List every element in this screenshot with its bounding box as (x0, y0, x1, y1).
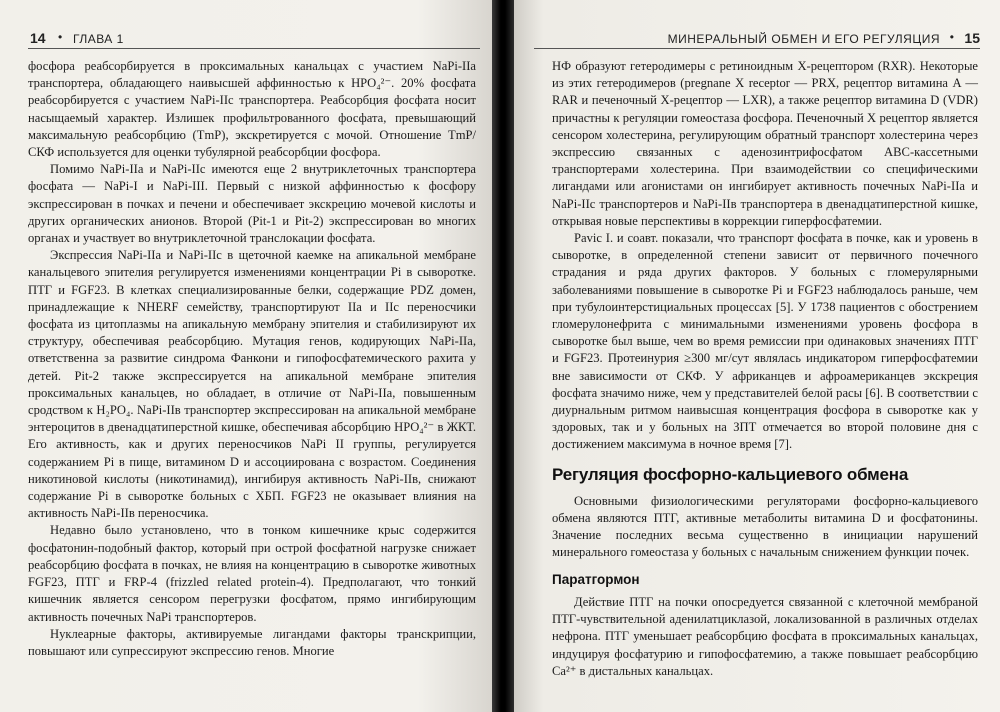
left-page-text (28, 58, 476, 660)
header-rule (534, 48, 980, 49)
paragraph: Недавно было установлено, что в тонком кишечнике крыс содержится фосфатонин-подобный фактор, который при острой фосфатной нагрузке снижает реабсорбцию фосфата в почках, не влияя на концентрацию в сыворотке животных FGF23, ПТГ и FRP-4 (frizzled related protein-4). Предполагают, что тонкий кишечник является сенсором перегрузки фосфатом, прямо ингибирующим активность почечных NaPi транспортеров. (28, 523, 476, 624)
running-head-bullet: • (58, 30, 63, 44)
paragraph: Нуклеарные факторы, активируемые лигандами факторы транскрипции, повышают или супрессируют экспрессию генов. Многие (28, 626, 476, 658)
right-running-head (514, 0, 1000, 48)
book-spine (492, 0, 514, 712)
section-heading: Регуляция фосфорно-кальциевого обмена (552, 464, 909, 484)
left-page (0, 0, 492, 712)
left-page-number: 14 (30, 30, 46, 46)
paragraph: Экспрессия NaPi-IIа и NaPi-IIс в щеточной каемке на апикальной мембране канальцевого эпителия регулируется изменениями концентрации Pi в сыворотке. ПТГ и FGF23. В клетках специализированные белки, содержащие PDZ домен, принадлежащие к NHERF семейству, транспортируют IIа и IIс переносчики фосфата из цитоплазмы на апикальную мембрану эпителия и стабилизируют их структуру, обеспечивая реабсорбцию. Мутация генов, кодирующих NaPi-IIа, ответственна за развитие синдрома Фанкони и гипофосфатемического рахита у детей. Pit-2 также экспрессируется на апикальной мембране эпителия проксимальных канальцев, но обладает, в отличие от NaPi-IIа, повышенным сродством к H₂PO₄. NaPi-IIв транспортер экспрессирован на апикальной мембране энтероцитов в двенадцатиперстной кишке, обеспечивая абсорбцию HPO₄²⁻ в ЖКТ. Его активность, как и других переносчиков NaPi II группы, регулируется содержанием Pi в пище, витамином D и ассоциирована с возрастом. Соединения никотиновой кислоты (никотинамид), ингибируя активность NaPi-IIв, снижают содержание Pi в сыворотке больных с ХБП. FGF23 не оказывает влияния на активность NaPi-IIв переносчика. (28, 248, 476, 521)
running-head-bullet: • (949, 30, 954, 44)
paragraph: Основными физиологическими регуляторами фосфорно-кальциевого обмена являются ПТГ, активные метаболиты витамина D и фосфатонины. Значение последних весьма существенно в инициации нарушений минерального гомеостаза у больных с начальным снижением функции почек. (552, 493, 978, 560)
header-rule (28, 48, 480, 49)
chapter-label: ГЛАВА 1 (73, 32, 124, 46)
left-running-head (0, 0, 492, 48)
subsection-heading: Паратгормон (552, 571, 640, 587)
paragraph: Помимо NaPi-IIа и NaPi-IIс имеются еще 2 внутриклеточных транспортера фосфата — NaPi-I и NaPi-III. Первый с низкой аффинностью к фосфору экспрессирован в почках и печени и обеспечивает экскрецию мочевой кислоты и других органических анионов. Второй (Pit-1 и Pit-2) экспрессирован во многих органах и участвует во внутриклеточной транслокации фосфата. (28, 162, 476, 246)
paragraph: Действие ПТГ на почки опосредуется связанной с клеточной мембраной ПТГ-чувствительной аденилатциклазой, локализованной в различных отделах нефрона. ПТГ уменьшает реабсорбцию фосфата в проксимальных канальцах, индуцируя фосфатурию и гипофосфатемию, а также повышает реабсорбцию Ca²⁺ в дистальных канальцах. (552, 594, 978, 678)
paragraph: фосфора реабсорбируется в проксимальных канальцах с участием NaPi-IIа транспортера, обладающего наивысшей аффинностью к HPO₄²⁻. 20% фосфата реабсорбируется с участием NaPi-IIс транспортера. Реабсорбция фосфата носит насыщаемый характер. Излишек профильтрованного фосфата, превышающий максимальную реабсорбцию (TmP), экскретируется с мочой. Отношение TmP/СКФ используется для оценки тубулярной реабсорбции фосфора. (28, 59, 476, 160)
paragraph: Pavic I. и соавт. показали, что транспорт фосфата в почке, как и уровень в сыворотке, в определенной степени зависит от первичного почечного страдания и ряда других факторов. У больных с гломерулярными заболеваниями повышение в сыворотке Pi и FGF23 наблюдалось раньше, чем при тубулоинтерстициальных процессах [5]. У 1738 пациентов с обострением гломерулонефрита с минимальными изменениями уровень фосфора в сыворотке был выше, чем во время ремиссии при одинаковых значениях ПТГ и FGF23. Протеинурия ≥300 мг/сут являлась индикатором гиперфосфатемии вне зависимости от СКФ. У африканцев и афроамериканцев экскреция фосфата значимо ниже, чем у представителей белой расы [6]. В соответствии с диурнальным ритмом наивысшая концентрация фосфора в сыворотке как у здоровых, так и у больных на ЗПТ отмечается во второй половине дня с достижением максимума в ночное время [7]. (552, 231, 978, 452)
right-page-number: 15 (964, 30, 980, 46)
right-page-text (552, 58, 978, 680)
right-page (514, 0, 1000, 712)
paragraph: НФ образуют гетеродимеры с ретиноидным X-рецептором (RXR). Некоторые из этих гетеродимеров (pregnane X receptor — PRX, рецептор витамина A — RAR и печеночный X-рецептор — LXR), а также рецептор витамина D (VDR) причастны к регуляции гомеостаза фосфора. Печеночный X рецептор является сенсором холестерина, регулирующим обратный транспорт холестерина через экспрессию связанных с аденозинтрифосфатом ABC-кассетными транспортерами холестерина. При взаимодействии со специфическими лигандами или агонистами он ингибирует активность почечных NaPi-IIа и NaPi-IIс транспортеров и NaPi-IIв транспортера в двенадцатиперстной кишке, открывая новые перспективы в коррекции гиперфосфатемии. (552, 59, 978, 228)
section-running-title: МИНЕРАЛЬНЫЙ ОБМЕН И ЕГО РЕГУЛЯЦИЯ (667, 32, 940, 46)
